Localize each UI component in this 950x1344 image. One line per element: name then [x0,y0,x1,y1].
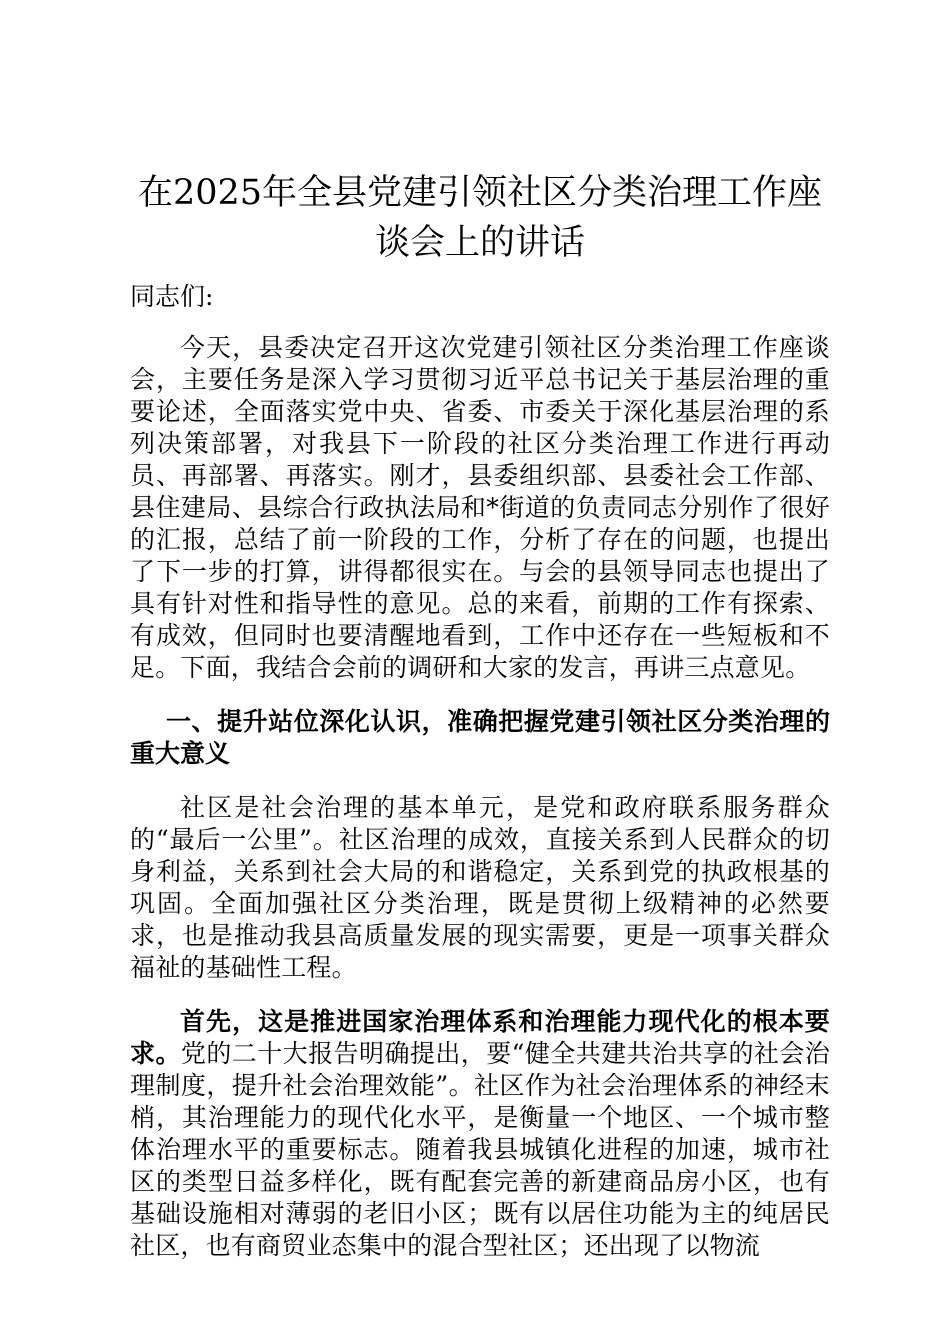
intro-paragraph: 今天，县委决定召开这次党建引领社区分类治理工作座谈会，主要任务是深入学习贯彻习近平总书记关于基层治理的重要论述，全面落实党中央、省委、市委关于深化基层治理的系列决策部署，对我县下一阶段的社区分类治理工作进行再动员、再部署、再落实。刚才，县委组织部、县委社会工作部、县住建局、县综合行政执法局和*街道的负责同志分别作了很好的汇报，总结了前一阶段的工作，分析了存在的问题，也提出了下一步的打算，讲得都很实在。与会的县领导同志也提出了具有针对性和指导性的意见。总的来看，前期的工作有探索、有成效，但同时也要清醒地看到，工作中还存在一些短板和不足。下面，我结合会前的调研和大家的发言，再讲三点意见。 [130,333,830,682]
salutation: 同志们: [130,282,214,311]
document-page [130,168,830,1284]
point-1-lead: 首先，这是推进国家治理体系和治理能力现代化的根本要求。 [130,1007,830,1068]
section-1-paragraph: 社区是社会治理的基本单元，是党和政府联系服务群众的“最后一公里”。社区治理的成效，直接关系到人民群众的切身利益，关系到社会大局的和谐稳定，关系到党的执政根基的巩固。全面加强社区分类治理，既是贯彻上级精神的必然要求，也是推动我县高质量发展的现实需要，更是一项事关群众福祉的基础性工程。 [130,793,830,982]
section-heading-1: 一、提升站位深化认识，准确把握党建引领社区分类治理的重大意义 [130,707,830,768]
point-1-body: 党的二十大报告明确提出，要“健全共建共治共享的社会治理制度，提升社会治理效能”。社区作为社会治理体系的神经末梢，其治理能力的现代化水平，是衡量一个地区、一个城市整体治理水平的重要标志。随着我县城镇化进程的加速，城市社区的类型日益多样化，既有配套完善的新建商品房小区，也有基础设施相对薄弱的老旧小区；既有以居住功能为主的纯居民社区，也有商贸业态集中的混合型社区；还出现了以物流 [130,1039,830,1260]
title-line-1: 在2025年全县党建引领社区分类治理工作座 [137,173,823,213]
title-line-2: 谈会上的讲话 [374,223,585,263]
point-1-paragraph [130,1006,830,1262]
document-title [130,168,830,268]
